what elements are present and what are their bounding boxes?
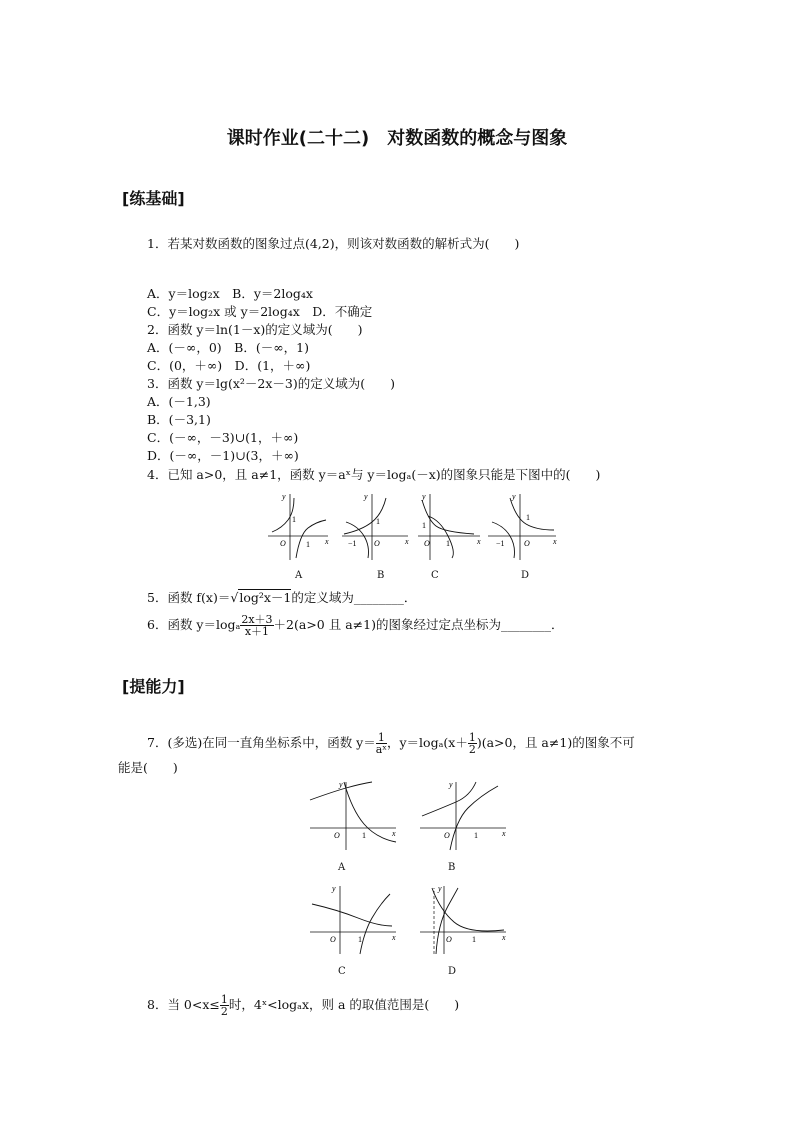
q8-fraction: $\frac{1}{2}$ xyxy=(220,993,228,1018)
svg-text:1: 1 xyxy=(472,935,476,944)
svg-text:1: 1 xyxy=(446,539,450,548)
svg-text:−1: −1 xyxy=(348,539,357,548)
svg-text:1: 1 xyxy=(358,935,362,944)
svg-text:x: x xyxy=(325,537,329,546)
svg-text:1: 1 xyxy=(526,513,530,522)
q4-graph-b xyxy=(342,492,412,562)
svg-text:y: y xyxy=(438,884,442,893)
svg-text:y: y xyxy=(332,884,336,893)
q7-fraction-1: $\frac{1}{\text{aˣ}}$ xyxy=(375,731,387,756)
q3-option-c: C．(－∞，－3)∪(1，＋∞) xyxy=(147,430,299,445)
svg-text:x: x xyxy=(502,933,506,942)
section-advanced: [提能力] xyxy=(122,677,185,696)
q2-options-cd: C．(0，＋∞) D．(1，＋∞) xyxy=(147,358,311,373)
svg-text:1: 1 xyxy=(292,515,296,524)
svg-text:x: x xyxy=(405,537,409,546)
svg-text:1: 1 xyxy=(474,831,478,840)
q4-label-a: A xyxy=(295,570,303,581)
q7-graph-b xyxy=(418,780,510,852)
svg-text:x: x xyxy=(392,829,396,838)
svg-text:1: 1 xyxy=(376,517,380,526)
question-5: 5．函数 f(x)＝√log²x－1的定义域为________． xyxy=(147,590,417,605)
svg-text:y: y xyxy=(449,780,453,789)
q7-label-b: B xyxy=(448,862,456,873)
svg-text:O: O xyxy=(334,831,340,840)
question-4: 4．已知 a>0，且 a≠1，函数 y＝aˣ与 y＝logₐ(－x)的图象只能是下图中的( ) xyxy=(147,467,601,482)
page-title: 课时作业(二十二) 对数函数的概念与图象 xyxy=(226,128,568,149)
svg-text:x: x xyxy=(502,829,506,838)
q3-option-a: A．(－1,3) xyxy=(147,394,211,409)
svg-text:1: 1 xyxy=(362,831,366,840)
q4-label-d: D xyxy=(521,570,530,581)
question-6: 6．函数 y＝logₐ $\frac{2x+3}{x+1}$ ＋2(a>0 且 a≠1)的图象经过定点坐标为________． xyxy=(147,613,564,638)
question-7: 7．(多选)在同一直角坐标系中，函数 y＝ $\frac{1}{\text{aˣ}}$ ，y＝logₐ(x＋ $\frac{1}{2}$ )(a>0，且 a≠1)的图象不可 xyxy=(147,731,635,756)
section-basic: [练基础] xyxy=(122,189,185,208)
q7-label-c: C xyxy=(338,966,346,977)
svg-text:x: x xyxy=(392,933,396,942)
question-8: 8．当 0<x≤ $\frac{1}{2}$ 时，4ˣ<logₐx，则 a 的取值范围是( ) xyxy=(147,993,460,1018)
q2-options-ab: A．(－∞，0) B．(－∞，1) xyxy=(147,340,309,355)
q5-radicand: log²x－1 xyxy=(239,590,292,605)
svg-text:y: y xyxy=(422,492,426,501)
question-7-cont: 能是( ) xyxy=(118,760,178,775)
q1-options-ab: A．y＝log₂x B．y＝2log₄x xyxy=(147,286,313,301)
svg-text:O: O xyxy=(424,539,430,548)
q7-label-d: D xyxy=(448,966,457,977)
question-3: 3．函数 y＝lg(x²－2x－3)的定义域为( ) xyxy=(147,376,396,391)
svg-text:x: x xyxy=(553,537,557,546)
svg-text:O: O xyxy=(524,539,530,548)
q7-graph-a xyxy=(308,780,400,852)
svg-text:O: O xyxy=(446,935,452,944)
q4-label-c: C xyxy=(431,570,439,581)
q7-graph-c xyxy=(308,884,400,956)
svg-text:−1: −1 xyxy=(496,539,505,548)
q6-fraction: $\frac{2x+3}{x+1}$ xyxy=(241,613,273,638)
svg-text:1: 1 xyxy=(422,521,426,530)
question-1: 1．若某对数函数的图象过点(4,2)，则该对数函数的解析式为( ) xyxy=(147,236,520,251)
question-2: 2．函数 y＝ln(1－x)的定义域为( ) xyxy=(147,322,363,337)
svg-text:x: x xyxy=(477,537,481,546)
q4-graph-d xyxy=(488,492,560,562)
svg-text:y: y xyxy=(364,492,368,501)
q3-option-d: D．(－∞，－1)∪(3，＋∞) xyxy=(147,448,299,463)
svg-text:y: y xyxy=(282,492,286,501)
q7-graph-d xyxy=(418,884,510,956)
q4-label-b: B xyxy=(377,570,385,581)
svg-text:1: 1 xyxy=(306,540,310,549)
q7-fraction-2: $\frac{1}{2}$ xyxy=(468,731,476,756)
svg-text:O: O xyxy=(280,539,286,548)
q4-graph-a xyxy=(268,492,330,562)
q7-label-a: A xyxy=(338,862,346,873)
q4-graph-c xyxy=(418,492,484,562)
svg-text:O: O xyxy=(330,935,336,944)
svg-text:y: y xyxy=(512,492,516,501)
svg-text:O: O xyxy=(374,539,380,548)
q3-option-b: B．(－3,1) xyxy=(147,412,211,427)
svg-text:O: O xyxy=(444,831,450,840)
svg-text:y: y xyxy=(339,780,343,789)
q1-options-cd: C．y＝log₂x 或 y＝2log₄x D．不确定 xyxy=(147,304,373,319)
